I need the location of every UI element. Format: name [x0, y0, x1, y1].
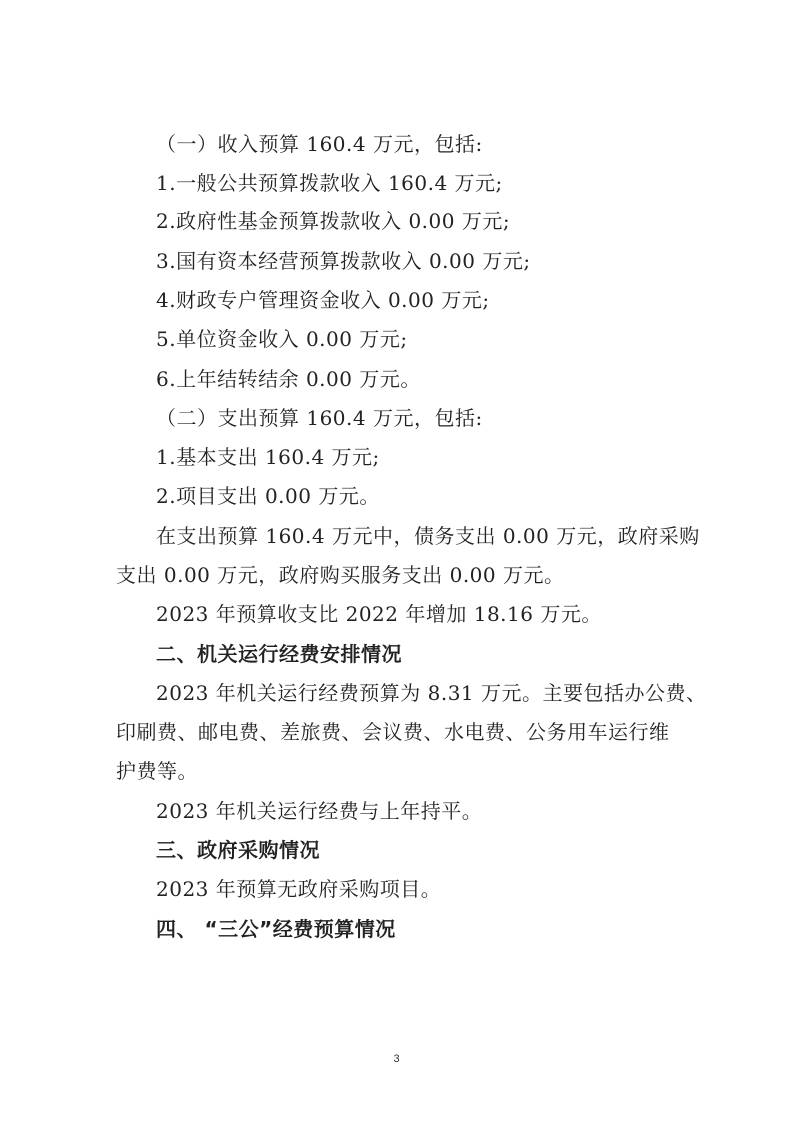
income-item-6: 6.上年结转结余 0.00 万元。: [156, 367, 421, 391]
expenditure-budget-heading: （二）支出预算 160.4 万元，包括:: [156, 406, 483, 430]
income-item-1: 1.一般公共预算拨款收入 160.4 万元;: [156, 171, 503, 195]
expenditure-summary-line-1: 在支出预算 160.4 万元中，债务支出 0.00 万元，政府采购: [156, 524, 700, 548]
section-heading-operating-costs: 二、机关运行经费安排情况: [156, 642, 402, 666]
procurement-paragraph: 2023 年预算无政府采购项目。: [156, 877, 442, 901]
operating-costs-line-3: 护费等。: [116, 759, 198, 783]
section-heading-three-public-expenses: 四、 “三公”经费预算情况: [156, 917, 396, 941]
expenditure-item-2: 2.项目支出 0.00 万元。: [156, 484, 380, 508]
income-item-4: 4.财政专户管理资金收入 0.00 万元;: [156, 288, 490, 312]
page-number: 3: [393, 1053, 400, 1065]
operating-costs-line-1: 2023 年机关运行经费预算为 8.31 万元。主要包括办公费、: [156, 681, 707, 705]
expenditure-item-1: 1.基本支出 160.4 万元;: [156, 445, 380, 469]
budget-change-paragraph: 2023 年预算收支比 2022 年增加 18.16 万元。: [156, 602, 602, 626]
income-item-5: 5.单位资金收入 0.00 万元;: [156, 327, 408, 351]
income-item-2: 2.政府性基金预算拨款收入 0.00 万元;: [156, 209, 511, 233]
section-heading-procurement: 三、政府采购情况: [156, 838, 320, 862]
income-budget-heading: （一）收入预算 160.4 万元，包括:: [156, 132, 483, 156]
income-item-3: 3.国有资本经营预算拨款收入 0.00 万元;: [156, 249, 531, 273]
operating-costs-comparison: 2023 年机关运行经费与上年持平。: [156, 799, 483, 823]
operating-costs-line-2: 印刷费、邮电费、差旅费、会议费、水电费、公务用车运行维: [116, 720, 670, 744]
expenditure-summary-line-2: 支出 0.00 万元，政府购买服务支出 0.00 万元。: [116, 563, 565, 587]
